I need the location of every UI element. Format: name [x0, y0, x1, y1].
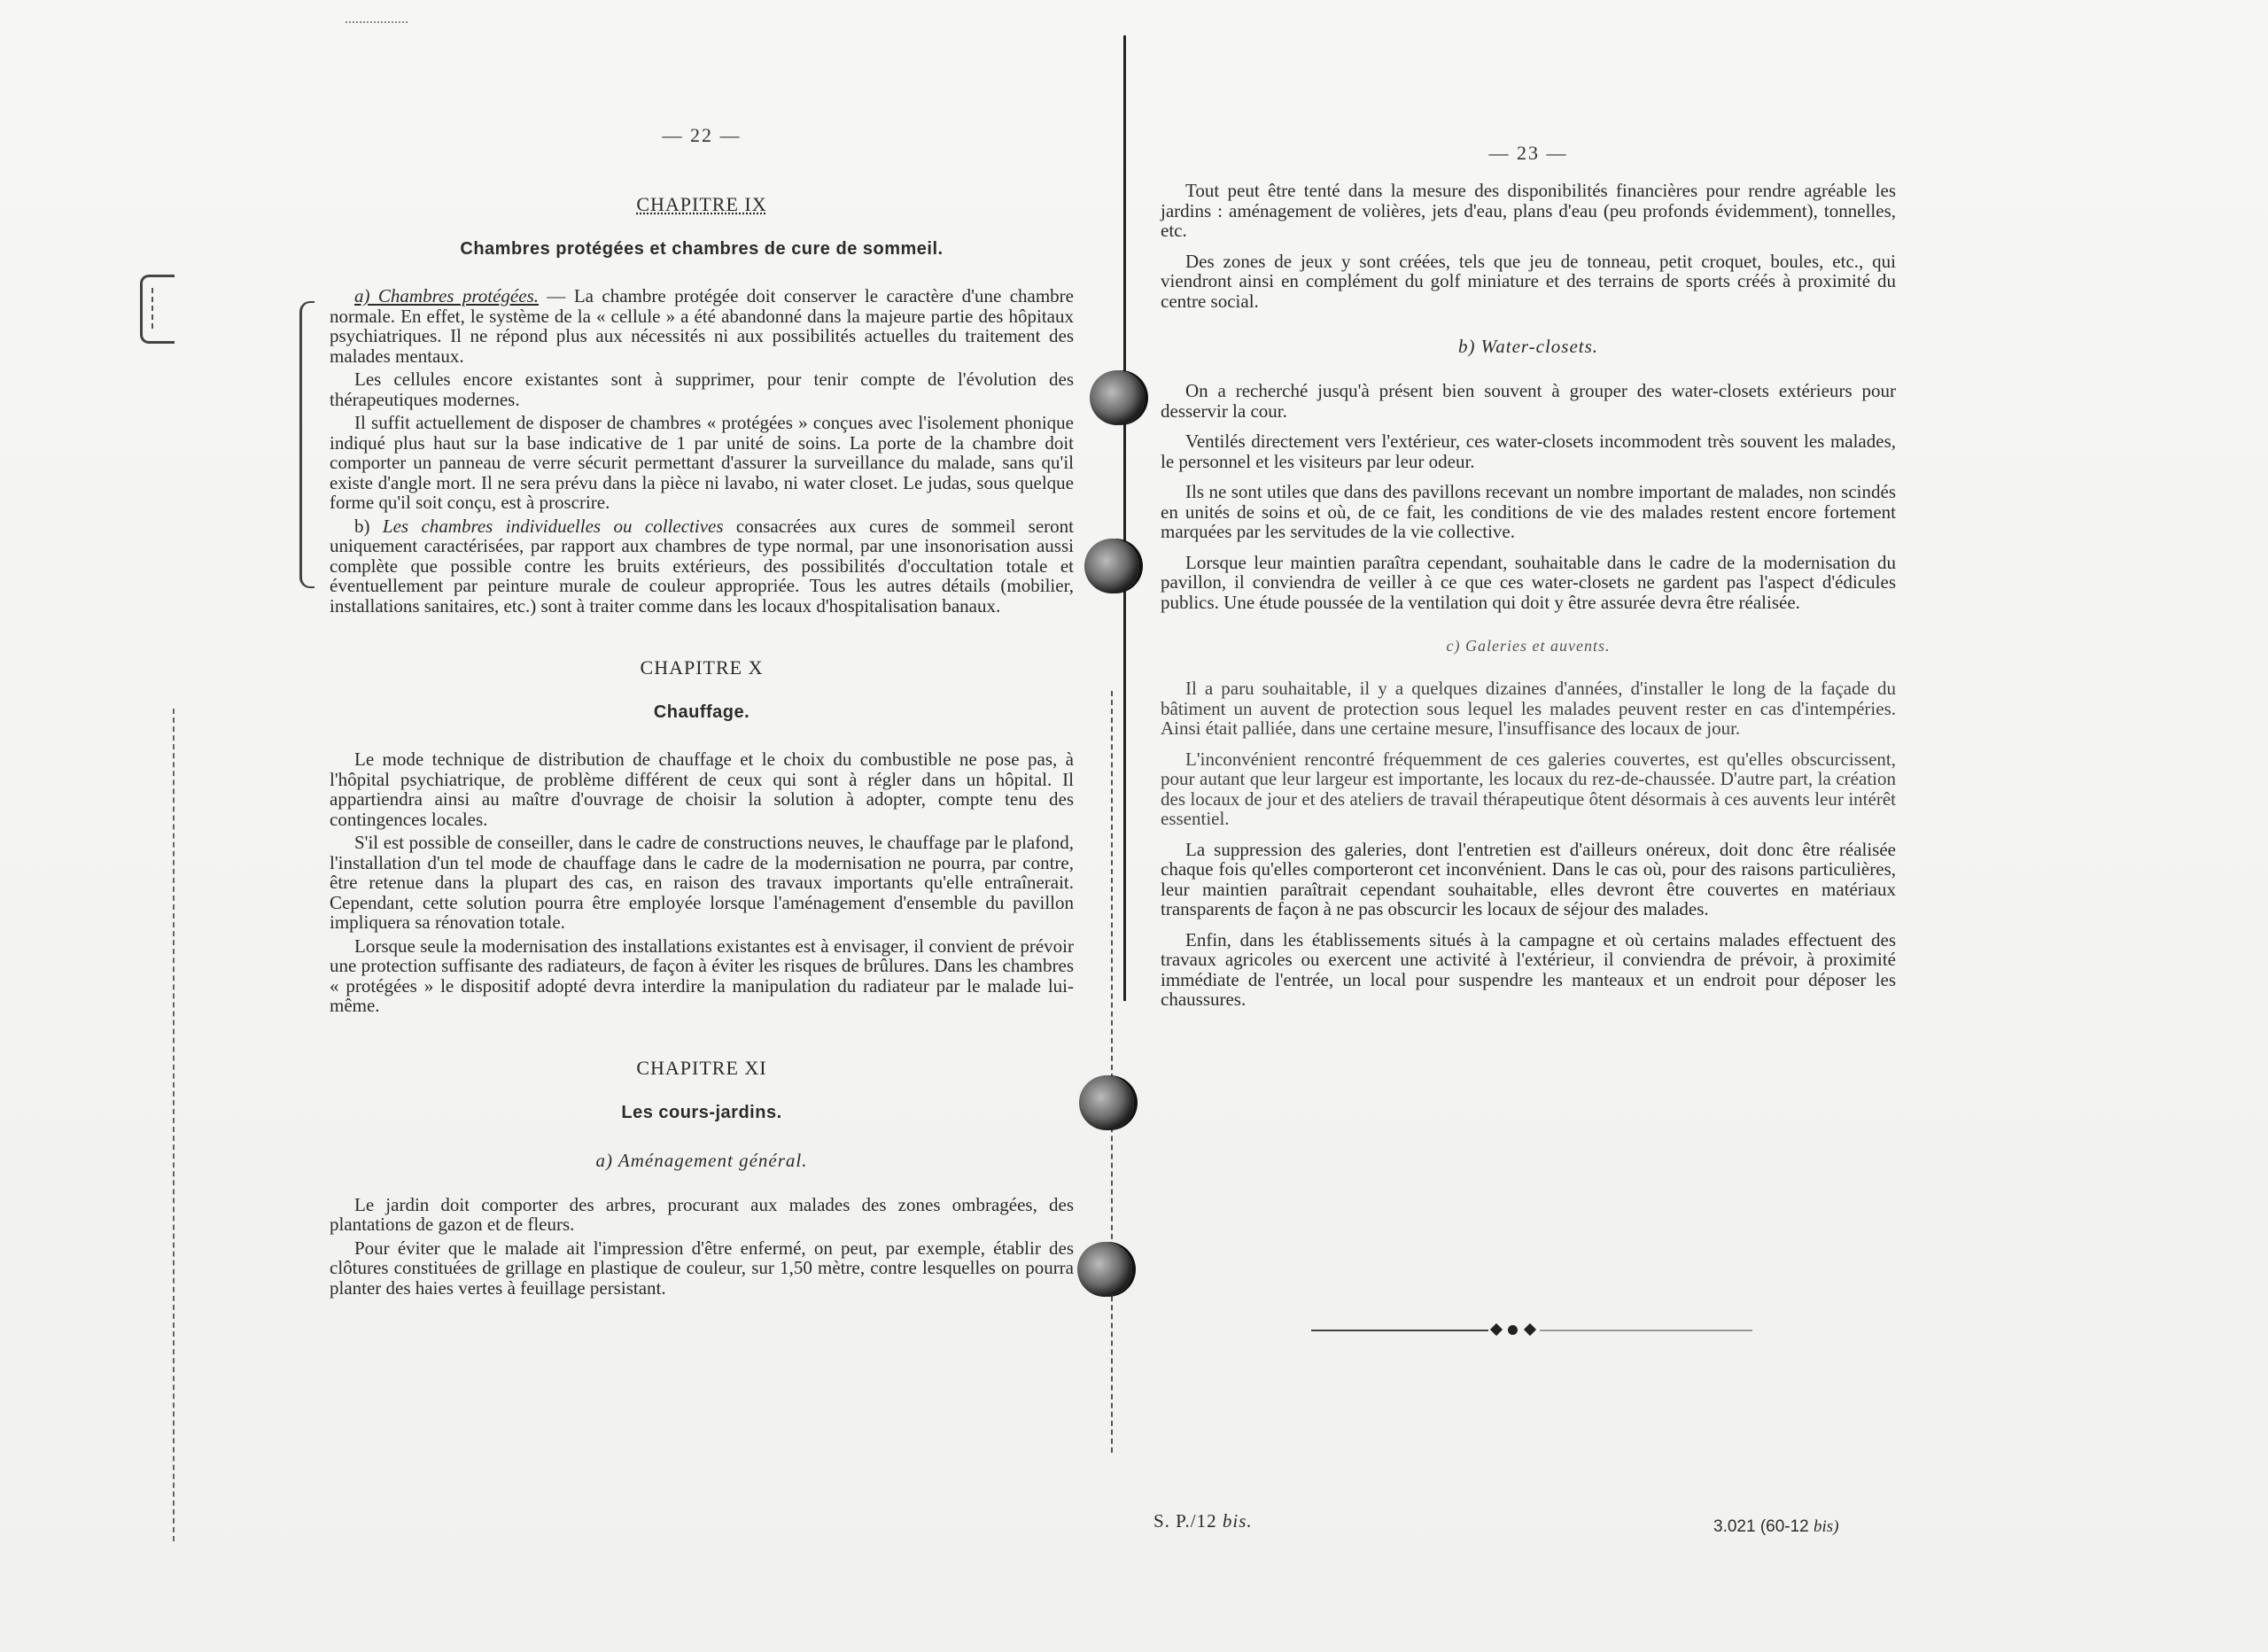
- chapter-heading: CHAPITRE XI: [636, 1056, 767, 1079]
- end-ornament: [1311, 1323, 1754, 1338]
- paragraph: Les cellules encore existantes sont à supprimer, pour tenir compte de l'évolution des thérapeutiques modernes.: [330, 368, 1074, 410]
- paper-clip-mark: [140, 275, 175, 344]
- paragraph: Lorsque seule la modernisation des installations existantes est à envisager, il convient de prévoir une protection suffisante des radiateurs, de façon à éviter les risques de brûlures. Dans les chambres « protégées » le dispositif adopté devra interdire la manipulation du radiateur par le malade lui-même.: [330, 935, 1074, 1016]
- section-subheading: c) Galeries et auvents.: [1446, 637, 1611, 655]
- paragraph-text: consacrées aux cures de sommeil seront uniquement caractérisées, par rapport aux chambres de type normal, par une insonorisation aussi complète que possible contre les bruits extérieurs, des possibilités d'occultation totale et éventuellement par peinture murale de couleur appropriée. Tous les autres détails (mobilier, installations sanitaires, etc.) sont à traiter comme dans les locaux d'hospitalisation banaux.: [330, 515, 1075, 617]
- paragraph-label: a) Chambres protégées.: [354, 285, 539, 306]
- chapter-title: Chambres protégées et chambres de cure de sommeil.: [460, 239, 944, 259]
- paragraph: [330, 516, 1074, 617]
- paragraph: S'il est possible de conseiller, dans le cadre de constructions neuves, le chauffage par le plafond, l'installation d'un tel mode de chauffage dans le cadre de la modernisation ne pourra, par contre, être retenue dans la plupart des cas, en raison des travaux importants qu'elle entraînerait. Cependant, cette solution pourra être employée lorsque l'aménagement d'ensemble du pavillon impliquera sa rénovation totale.: [330, 832, 1074, 933]
- chapter-heading: CHAPITRE X: [640, 656, 764, 679]
- chapter-title: Les cours-jardins.: [621, 1102, 782, 1122]
- left-margin-dashed-line: [173, 709, 176, 1541]
- paragraph: Lorsque leur maintien paraîtra cependant, souhaitable dans le cadre de la modernisation du pavillon, il conviendra de veiller à ce que ces water-closets ne gardent pas l'aspect d'édicules publics. Une étude poussée de la ventilation qui doit y être assurée devra être réalisée.: [1161, 551, 1896, 613]
- page-number: — 23 —: [1488, 142, 1568, 164]
- punch-hole-2: [1084, 539, 1139, 593]
- punch-hole-1: [1090, 370, 1145, 425]
- paragraph-label: b): [354, 515, 383, 537]
- paragraph: Tout peut être tenté dans la mesure des disponibilités financières pour rendre agréable les jardins : aménagement de volières, jets d'eau, plans d'eau (peu profonds évidemment), tonnelles, etc.: [1161, 180, 1896, 241]
- page-spine-line: [1123, 35, 1126, 1001]
- paragraph: Le mode technique de distribution de chauffage et le choix du combustible ne pose pas, à l'hôpital psychiatrique, de problème différent de ceux qui sont à régler dans un hôpital. Il appartiendra ainsi au maître d'ouvrage de choisir la solution à adopter, compte tenu des contingences locales.: [330, 748, 1074, 830]
- left-page: [330, 124, 1074, 1301]
- paragraph: Des zones de jeux y sont créées, tels que jeu de tonneau, petit croquet, boules, etc., qui viendront ainsi en complément du golf miniature et des terrains de sports créés à proximité du centre social.: [1161, 250, 1896, 312]
- fold-dashed-line: [1111, 691, 1115, 1453]
- handwritten-bracket: [299, 301, 315, 588]
- paragraph: Pour éviter que le malade ait l'impression d'être enfermé, on peut, par exemple, établir des clôtures constituées de grillage en plastique de couleur, sur 1,50 mètre, contre lesquelles on pourra planter des haies vertes à feuillage persistant.: [330, 1237, 1074, 1299]
- paragraph: [330, 286, 1074, 366]
- footer-reference-right: 3.021 (60-12 bis): [1713, 1517, 1839, 1536]
- paragraph: La suppression des galeries, dont l'entretien est d'ailleurs onéreux, doit donc être réalisée chaque fois qu'elles comporteront cet inconvénient. Dans le cas où, pour des raisons particulières, leur maintien paraîtrait cependant souhaitable, elles devront être couvertes en matériaux transparents de façon à ne pas obscurcir les locaux de séjour des malades.: [1161, 838, 1896, 919]
- paragraph: L'inconvénient rencontré fréquemment de ces galeries couvertes, est qu'elles obscurcissent, pour autant que leur largeur est importante, les locaux du rez-de-chaussée. D'autre part, la création des locaux de jour et des ateliers de travail thérapeutique ôtent désormais à ces auvents leur intérêt essentiel.: [1161, 748, 1896, 829]
- chapter-heading: CHAPITRE IX: [636, 193, 767, 215]
- paragraph: On a recherché jusqu'à présent bien souvent à grouper des water-closets extérieurs pour desservir la cour.: [1161, 380, 1896, 422]
- section-subheading: a) Aménagement général.: [595, 1149, 808, 1171]
- section-subheading: b) Water-closets.: [1457, 336, 1599, 357]
- punch-hole-3: [1079, 1075, 1134, 1130]
- chapter-title: Chauffage.: [653, 702, 750, 722]
- right-page: [1161, 142, 1896, 1020]
- paragraph: Ils ne sont utiles que dans des pavillons recevant un nombre important de malades, non scindés en unités de soins et où, de ce fait, les conditions de vie des malades restent encore fortement marquées par les servitudes de la vie collective.: [1161, 481, 1896, 542]
- paragraph-text: — La chambre protégée doit conserver le caractère d'une chambre normale. En effet, le système de la « cellule » a été abandonné dans la majeure partie des hôpitaux psychiatriques. Il ne répond plus aux nécessités ni aux possibilités actuelles du traitement des malades mentaux.: [330, 285, 1074, 367]
- pencil-mark: [346, 21, 408, 27]
- paragraph: Le jardin doit comporter des arbres, procurant aux malades des zones ombragées, des plantations de gazon et de fleurs.: [330, 1193, 1074, 1235]
- page-number: — 22 —: [662, 124, 742, 146]
- punch-hole-4: [1077, 1242, 1132, 1297]
- paragraph: Enfin, dans les établissements situés à la campagne et où certains malades effectuent des travaux agricoles ou exercent une activité à l'extérieur, il conviendra de prévoir, à proximité immédiate de l'entrée, un local pour suspendre les manteaux et un endroit pour déposer les chaussures.: [1161, 928, 1896, 1010]
- paragraph-italic: Les chambres individuelles ou collectives: [382, 515, 724, 537]
- footer-reference-left: S. P./12 bis.: [1153, 1510, 1253, 1532]
- paragraph: Ventilés directement vers l'extérieur, ces water-closets incommodent très souvent les malades, le personnel et les visiteurs par leur odeur.: [1161, 430, 1896, 472]
- paragraph: Il suffit actuellement de disposer de chambres « protégées » conçues avec l'isolement phonique indiqué plus haut sur la base indicative de 1 par unité de soins. La porte de la chambre doit comporter un panneau de verre sécurit permettant d'assurer la surveillance du malade, sans qu'il existe d'angle mort. Il ne sera prévu dans la pièce ni lavabo, ni water closet. Le judas, sous quelque forme qu'il soit conçu, est à proscrire.: [330, 412, 1074, 513]
- paragraph: Il a paru souhaitable, il y a quelques dizaines d'années, d'installer le long de la façade du bâtiment un auvent de protection sous lequel les malades peuvent rester en cas d'intempéries. Ainsi était palliée, dans une certaine mesure, l'insuffisance des locaux de jour.: [1161, 678, 1896, 739]
